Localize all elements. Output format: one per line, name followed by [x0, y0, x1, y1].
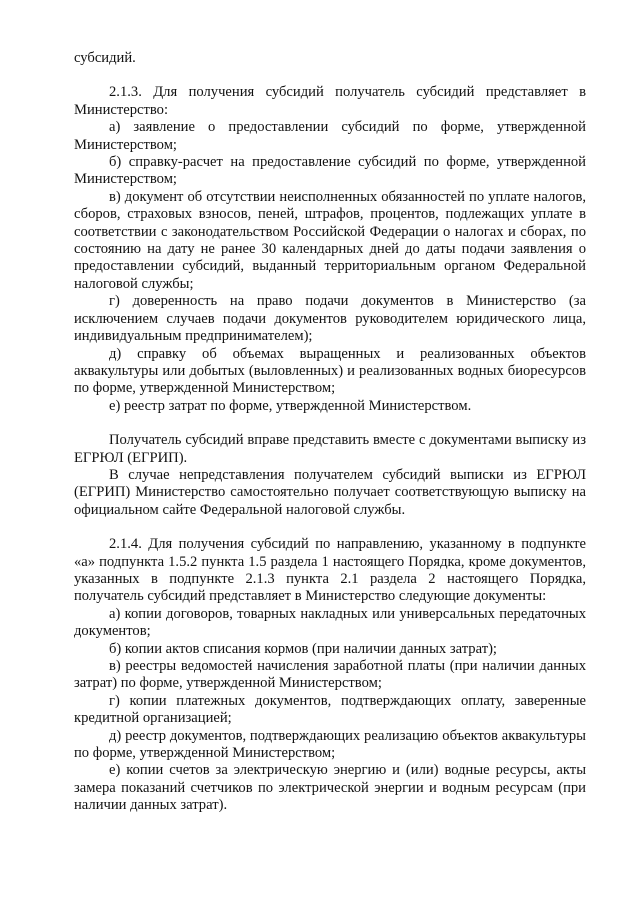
- spacer: [74, 67, 586, 84]
- intro-text: субсидий.: [74, 50, 136, 66]
- section-2-1-4-item-a: а) копии договоров, товарных накладных или универсальных передаточных документов;: [74, 605, 586, 640]
- section-2-1-3-item-a: а) заявление о предоставлении субсидий по форме, утвержденной Министерством;: [74, 119, 586, 153]
- section-2-1-3-item-d: д) справку об объемах выращенных и реализованных объектов аквакультуры или добытых (выловленных) и реализованных водных биоресурсов по форме, утвержденной Министерством;: [74, 345, 586, 397]
- section-2-1-4-item-e: е) копии счетов за электрическую энергию и (или) водные ресурсы, акты замера показаний счетчиков по электрической энергии и водным ресурсам (при наличии данных затрат).: [74, 762, 586, 814]
- document-body: [74, 50, 586, 815]
- egrul-paragraph-1: Получатель субсидий вправе представить вместе с документами выписку из ЕГРЮЛ (ЕГРИП).: [74, 432, 586, 466]
- section-2-1-3-item-g: г) доверенность на право подачи документов в Министерство (за исключением случаев подачи документов руководителем юридического лица, индивидуальным предпринимателем);: [74, 293, 586, 345]
- section-2-1-3-heading: 2.1.3. Для получения субсидий получатель субсидий представляет в Министерство:: [74, 84, 586, 118]
- section-2-1-4-item-v: в) реестры ведомостей начисления заработной платы (при наличии данных затрат) по форме, утвержденной Министерством;: [74, 658, 586, 692]
- section-2-1-3-item-v: в) документ об отсутствии неисполненных обязанностей по уплате налогов, сборов, страховых взносов, пеней, штрафов, процентов, подлежащих уплате в соответствии с законодательством Российской Федерации о налогах и сборах, по состоянию на дату не ранее 30 календарных дней до даты подачи заявления о предоставлении субсидий, выданный территориальным органом Федеральной налоговой службы;: [74, 188, 586, 292]
- section-2-1-4-item-g: г) копии платежных документов, подтверждающих оплату, заверенные кредитной организацией;: [74, 692, 586, 727]
- spacer: [74, 519, 586, 536]
- egrul-paragraph-2: В случае непредставления получателем субсидий выписки из ЕГРЮЛ (ЕГРИП) Министерство самостоятельно получает соответствующую выписку на официальном сайте Федеральной налоговой службы.: [74, 466, 586, 518]
- section-2-1-4-item-d: д) реестр документов, подтверждающих реализацию объектов аквакультуры по форме, утвержденной Министерством;: [74, 727, 586, 762]
- section-2-1-3-item-e: е) реестр затрат по форме, утвержденной Министерством.: [109, 397, 472, 414]
- section-2-1-3-item-b: б) справку-расчет на предоставление субсидий по форме, утвержденной Министерством;: [74, 154, 586, 188]
- section-2-1-4-item-b: б) копии актов списания кормов (при наличии данных затрат);: [109, 640, 497, 657]
- spacer: [74, 415, 586, 432]
- section-2-1-4-heading: 2.1.4. Для получения субсидий по направлению, указанному в подпункте «а» подпункта 1.5.2 пункта 1.5 раздела 1 настоящего Порядка, кроме документов, указанных в подпункте 2.1.3 пункта 2.1 раздела 2 настоящего Порядка, получатель субсидий представляет в Министерство следующие документы:: [74, 536, 586, 605]
